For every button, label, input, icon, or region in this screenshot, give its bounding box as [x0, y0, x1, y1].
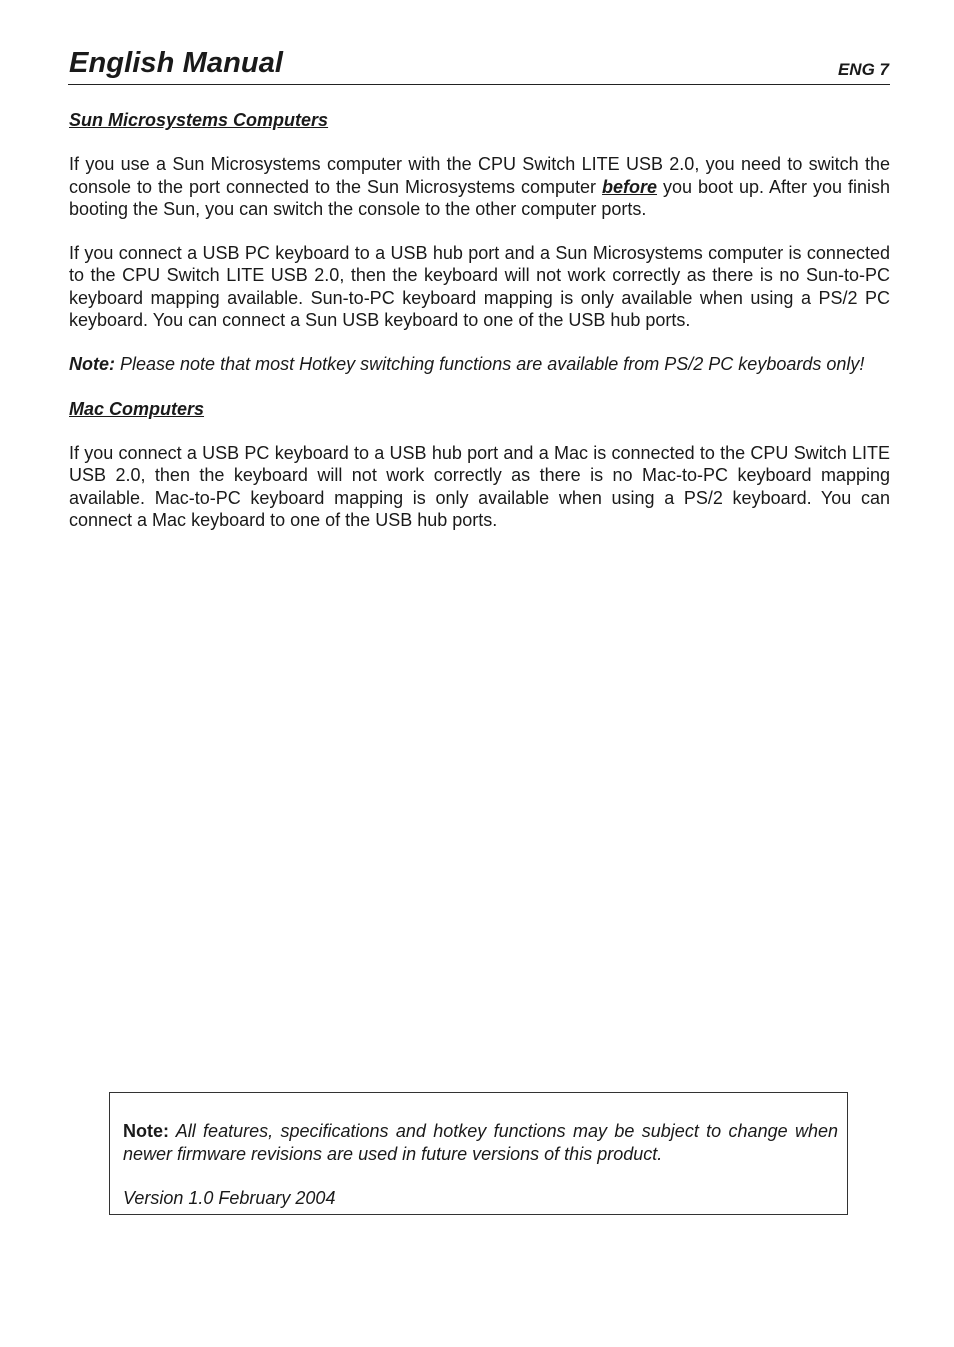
page-header — [68, 44, 890, 85]
mac-section-heading: Mac Computers — [69, 398, 205, 419]
sun-paragraph-1-start: If you use a Sun Microsystems computer with the CPU Switch LITE USB 2.0, you need to switch the console to the port connected to the Sun Microsystems computer — [69, 154, 890, 197]
notice-paragraph — [123, 1120, 838, 1166]
main-content — [69, 109, 890, 553]
firmware-notice-box — [109, 1092, 848, 1215]
sun-section-heading: Sun Microsystems Computers — [69, 110, 329, 130]
notice-text: All features, specifications and hotkey functions may be subject to change when newer firmware revisions are used in future versions of this product. — [123, 1121, 838, 1164]
before-emphasis: before — [602, 176, 658, 197]
sun-paragraph-2: If you connect a USB PC keyboard to a USB hub port and a Sun Microsystems computer is connected to the CPU Switch LITE USB 2.0, then the keyboard will not work correctly as there is no Sun-to-PC keyboard mapping available. Sun-to-PC keyboard mapping is only available when using a PS/2 PC keyboard. You can connect a Sun USB keyboard to one of the USB hub ports. — [69, 243, 890, 331]
sun-note — [69, 353, 890, 375]
sun-paragraph-1-end: you boot up. After you finish booting the Sun, you can switch the console to the other computer ports. — [69, 176, 890, 219]
version-text: Version 1.0 February 2004 — [123, 1188, 336, 1208]
notice-label: Note: — [123, 1121, 169, 1141]
page-number: ENG 7 — [837, 60, 889, 79]
mac-paragraph-1: If you connect a USB PC keyboard to a USB hub port and a Mac is connected to the CPU Switch LITE USB 2.0, then the keyboard will not work correctly as there is no Mac-to-PC keyboard mapping available. Mac-to-PC keyboard mapping is only available when using a PS/2 keyboard. You can connect a Mac keyboard to one of the USB hub ports. — [69, 442, 890, 530]
notice-content — [123, 1120, 838, 1210]
manual-title: English Manual — [69, 47, 284, 79]
sun-note-text: Please note that most Hotkey switching functions are available from PS/2 PC keyboards only! — [115, 354, 865, 375]
sun-note-label: Note: — [69, 354, 115, 375]
sun-paragraph-1 — [69, 153, 890, 220]
